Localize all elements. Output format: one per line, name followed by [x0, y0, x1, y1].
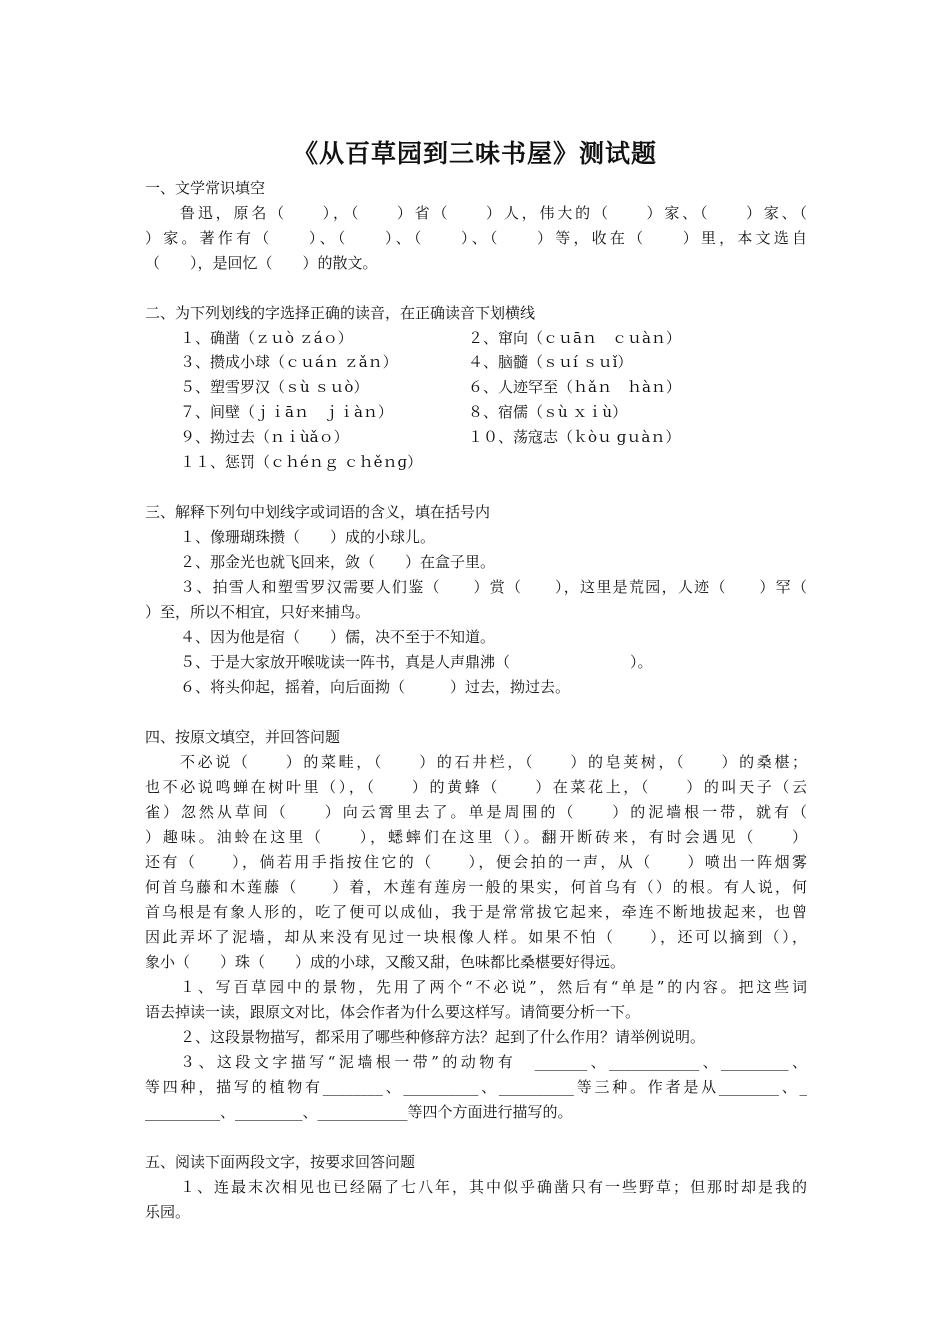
page-title: 《从百草园到三味书屋》测试题 — [292, 139, 657, 168]
pinyin-item: １、确凿（ｚｕò ｚáｏ） — [180, 329, 353, 347]
passage-line: 还有（ ），倘若用手指按住它的（ ），便会拍的一声，从（ ）喷出一阵烟雾 — [145, 853, 807, 871]
pinyin-item: ７、间壁（ｊｉāｎ ｊｉàｎ） — [180, 403, 393, 421]
section-3-line: ２、那金光也就飞回来，敛（ ）在盒子里。 — [180, 553, 496, 571]
passage-line: 雀）忽然从草间（ ）向云霄里去了。单是周围的（ ）的泥墙根一带，就有（ — [145, 803, 807, 821]
passage-line: 象小（ ）珠（ ）成的小球，又酸又甜，色味都比桑椹要好得远。 — [145, 953, 626, 971]
section-3-line: １、像珊瑚珠攒（ ）成的小球儿。 — [180, 528, 436, 546]
pinyin-item: １１、惩罚（ｃｈéｎｇ ｃｈěｎɡ） — [180, 453, 423, 471]
pinyin-item: ５、塑雪罗汉（ｓù ｓｕò） — [180, 378, 369, 396]
pinyin-item: ３、攒成小球（ｃｕáｎ ｚǎｎ） — [180, 353, 398, 371]
passage-line: ）趣味。油蛉在这里（ ），蟋蟀们在这里（）。翻开断砖来，有时会遇见（ ） — [145, 828, 807, 846]
passage-line: 何首乌藤和木莲藤（ ）着，木莲有莲房一般的果实，何首乌有（）的根。有人说，何 — [145, 878, 807, 896]
question-line: ２、这段景物描写，都采用了哪些种修辞方法？起到了什么作用？请举例说明。 — [180, 1028, 706, 1046]
pinyin-item: ６、人迹罕至（ｈǎｎ ｈàｎ） — [468, 378, 681, 396]
section-1-heading: 一、文学常识填空 — [145, 179, 266, 197]
section-3-line: ３、拍雪人和塑雪罗汉需要人们鉴（ ）赏（ ），这里是荒园，人迹（ ）罕（ — [180, 578, 807, 596]
section-3-line: ４、因为他是宿（ ）儒，决不至于不知道。 — [180, 628, 496, 646]
section-3-line: ５、于是大家放开喉咙读一阵书，真是人声鼎沸（ ）。 — [180, 653, 653, 671]
question-line: 语去掉读一读，跟原文对比，体会作者为什么要这样写。请简要分析一下。 — [145, 1003, 641, 1021]
section-1-line: 鲁迅，原名（ ），（ ）省（ ）人，伟大的（ ）家、（ ）家、（ — [180, 204, 807, 222]
question-line: １、写百草园中的景物，先用了两个“不必说”，然后有“单是”的内容。把这些词 — [180, 978, 807, 996]
passage-line: 首乌根是有象人形的，吃了便可以成仙，我于是常常拔它起来，牵连不断地拔起来，也曾 — [145, 903, 807, 921]
question-line: ３、这段文字描写“泥墙根一带”的动物有 _______、____________、_________、 — [180, 1053, 807, 1071]
pinyin-item: ２、窜向（ｃｕāｎ ｃｕàｎ） — [468, 329, 681, 347]
section-2-heading: 二、为下列划线的字选择正确的读音，在正确读音下划横线 — [145, 304, 536, 322]
question-line: __________、_________、____________等四个方面进行描写的。 — [145, 1103, 573, 1121]
passage-line: 也不必说鸣蝉在树叶里（），（ ）的黄蜂（ ）在菜花上，（ ）的叫天子（云 — [145, 778, 807, 796]
question-line: 等四种，描写的植物有________、__________、__________等三种。作者是从________、_ — [145, 1078, 807, 1096]
section-3-line: ）至，所以不相宜，只好来捕鸟。 — [145, 603, 371, 621]
pinyin-item: ８、宿儒（ｓù ｘｉù） — [468, 403, 628, 421]
passage-line: 不必说（ ）的菜畦，（ ）的石井栏，（ ）的皂荚树，（ ）的桑椹； — [180, 753, 807, 771]
pinyin-item: １０、荡寇志（ｋòｕ ɡｕàｎ） — [468, 428, 681, 446]
section-4-heading: 四、按原文填空，并回答问题 — [145, 728, 341, 746]
passage-line: 因此弄坏了泥墙，却从来没有见过一块根像人样。如果不怕（ ），还可以摘到（）， — [145, 928, 807, 946]
section-1-line: ）家。著作有（ ）、（ ）、（ ）、（ ）等，收在（ ）里，本文选自 — [145, 229, 807, 247]
pinyin-item: ４、脑髓（ｓｕí ｓｕǐ） — [468, 353, 633, 371]
pinyin-item: ９、拗过去（ｎｉùǎｏ） — [180, 428, 349, 446]
section-1-line: （ ），是回忆（ ）的散文。 — [145, 254, 378, 272]
section-5-line: 乐园。 — [145, 1203, 191, 1221]
section-5-line: １、连最末次相见也已经隔了七八年，其中似乎确凿只有一些野草；但那时却是我的 — [180, 1178, 807, 1196]
section-3-heading: 三、解释下列句中划线字或词语的含义，填在括号内 — [145, 503, 491, 521]
section-5-heading: 五、阅读下面两段文字，按要求回答问题 — [145, 1153, 416, 1171]
section-3-line: ６、将头仰起，摇着，向后面拗（ ）过去，拗过去。 — [180, 678, 571, 696]
